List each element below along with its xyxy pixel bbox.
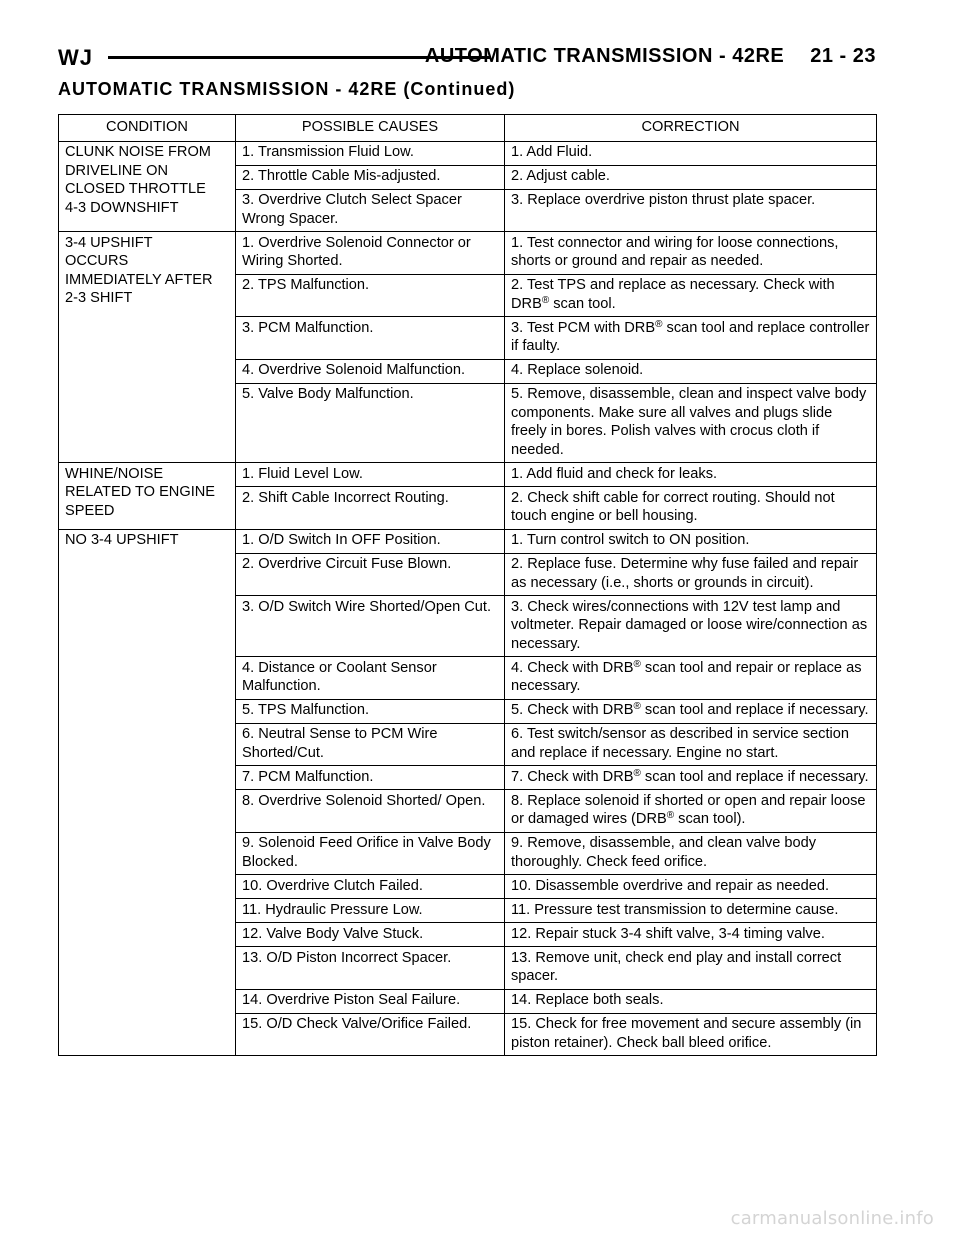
cause-cell: 1. Fluid Level Low.	[236, 463, 505, 487]
correction-cell: 2. Replace fuse. Determine why fuse failed and repair as necessary (i.e., shorts or grounds in circuit).	[505, 553, 877, 596]
table-body	[59, 141, 877, 1056]
cause-cell: 15. O/D Check Valve/Orifice Failed.	[236, 1013, 505, 1056]
cause-cell: 2. TPS Malfunction.	[236, 274, 505, 317]
cause-cell: 1. Overdrive Solenoid Connector or Wiring Shorted.	[236, 232, 505, 275]
table-row	[59, 141, 877, 165]
cause-cell: 8. Overdrive Solenoid Shorted/ Open.	[236, 790, 505, 833]
correction-cell: 11. Pressure test transmission to determine cause.	[505, 899, 877, 923]
correction-cell: 1. Add Fluid.	[505, 141, 877, 165]
column-header-correction: CORRECTION	[505, 115, 877, 142]
cause-cell: 2. Throttle Cable Mis-adjusted.	[236, 165, 505, 189]
cause-cell: 5. Valve Body Malfunction.	[236, 383, 505, 463]
cause-cell: 4. Distance or Coolant Sensor Malfunction.	[236, 657, 505, 700]
correction-cell: 5. Check with DRB® scan tool and replace if necessary.	[505, 699, 877, 723]
column-header-causes: POSSIBLE CAUSES	[236, 115, 505, 142]
cause-cell: 3. Overdrive Clutch Select Spacer Wrong Spacer.	[236, 189, 505, 232]
cause-cell: 3. O/D Switch Wire Shorted/Open Cut.	[236, 596, 505, 657]
correction-cell: 3. Test PCM with DRB® scan tool and replace controller if faulty.	[505, 317, 877, 360]
cause-cell: 6. Neutral Sense to PCM Wire Shorted/Cut.	[236, 723, 505, 766]
cause-cell: 14. Overdrive Piston Seal Failure.	[236, 989, 505, 1013]
correction-cell: 4. Check with DRB® scan tool and repair or replace as necessary.	[505, 657, 877, 700]
cause-cell: 4. Overdrive Solenoid Malfunction.	[236, 359, 505, 383]
correction-cell: 1. Test connector and wiring for loose connections, shorts or ground and repair as needed.	[505, 232, 877, 275]
condition-cell: NO 3-4 UPSHIFT	[59, 529, 236, 1056]
diagnosis-table	[58, 114, 877, 1056]
watermark: carmanualsonline.info	[730, 1208, 934, 1229]
condition-cell: WHINE/NOISE RELATED TO ENGINE SPEED	[59, 463, 236, 530]
table-row	[59, 232, 877, 275]
correction-cell: 1. Add fluid and check for leaks.	[505, 463, 877, 487]
correction-cell: 13. Remove unit, check end play and install correct spacer.	[505, 947, 877, 990]
correction-cell: 6. Test switch/sensor as described in service section and replace if necessary. Engine no start.	[505, 723, 877, 766]
condition-cell: CLUNK NOISE FROM DRIVELINE ON CLOSED THROTTLE 4-3 DOWNSHIFT	[59, 141, 236, 232]
condition-cell: 3-4 UPSHIFT OCCURS IMMEDIATELY AFTER 2-3 SHIFT	[59, 232, 236, 463]
cause-cell: 7. PCM Malfunction.	[236, 766, 505, 790]
table-row	[59, 463, 877, 487]
correction-cell: 4. Replace solenoid.	[505, 359, 877, 383]
header-section-title: AUTOMATIC TRANSMISSION - 42RE	[424, 45, 785, 67]
cause-cell: 13. O/D Piston Incorrect Spacer.	[236, 947, 505, 990]
correction-cell: 10. Disassemble overdrive and repair as needed.	[505, 875, 877, 899]
correction-cell: 9. Remove, disassemble, and clean valve body thoroughly. Check feed orifice.	[505, 832, 877, 875]
cause-cell: 1. Transmission Fluid Low.	[236, 141, 505, 165]
correction-cell: 3. Check wires/connections with 12V test lamp and voltmeter. Repair damaged or loose wire/connection as necessary.	[505, 596, 877, 657]
correction-cell: 14. Replace both seals.	[505, 989, 877, 1013]
correction-cell: 8. Replace solenoid if shorted or open and repair loose or damaged wires (DRB® scan tool).	[505, 790, 877, 833]
column-header-condition: CONDITION	[59, 115, 236, 142]
cause-cell: 2. Shift Cable Incorrect Routing.	[236, 487, 505, 530]
correction-cell: 1. Turn control switch to ON position.	[505, 529, 877, 553]
cause-cell: 1. O/D Switch In OFF Position.	[236, 529, 505, 553]
correction-cell: 2. Adjust cable.	[505, 165, 877, 189]
header-model-code: WJ	[58, 45, 93, 70]
correction-cell: 7. Check with DRB® scan tool and replace if necessary.	[505, 766, 877, 790]
cause-cell: 3. PCM Malfunction.	[236, 317, 505, 360]
correction-cell: 15. Check for free movement and secure assembly (in piston retainer). Check ball bleed orifice.	[505, 1013, 877, 1056]
header-right	[425, 45, 876, 68]
correction-cell: 5. Remove, disassemble, clean and inspect valve body components. Make sure all valves and plugs slide freely in bores. Polish valves with crocus cloth if needed.	[505, 383, 877, 463]
correction-cell: 3. Replace overdrive piston thrust plate spacer.	[505, 189, 877, 232]
correction-cell: 12. Repair stuck 3-4 shift valve, 3-4 timing valve.	[505, 923, 877, 947]
cause-cell: 10. Overdrive Clutch Failed.	[236, 875, 505, 899]
page-header	[58, 43, 876, 73]
cause-cell: 12. Valve Body Valve Stuck.	[236, 923, 505, 947]
correction-cell: 2. Test TPS and replace as necessary. Check with DRB® scan tool.	[505, 274, 877, 317]
table-header-row	[59, 115, 877, 142]
header-page-number: 21 - 23	[810, 45, 876, 67]
table-row	[59, 529, 877, 553]
cause-cell: 5. TPS Malfunction.	[236, 699, 505, 723]
cause-cell: 2. Overdrive Circuit Fuse Blown.	[236, 553, 505, 596]
section-subtitle: AUTOMATIC TRANSMISSION - 42RE (Continued)	[58, 79, 516, 99]
cause-cell: 11. Hydraulic Pressure Low.	[236, 899, 505, 923]
cause-cell: 9. Solenoid Feed Orifice in Valve Body Blocked.	[236, 832, 505, 875]
correction-cell: 2. Check shift cable for correct routing. Should not touch engine or bell housing.	[505, 487, 877, 530]
